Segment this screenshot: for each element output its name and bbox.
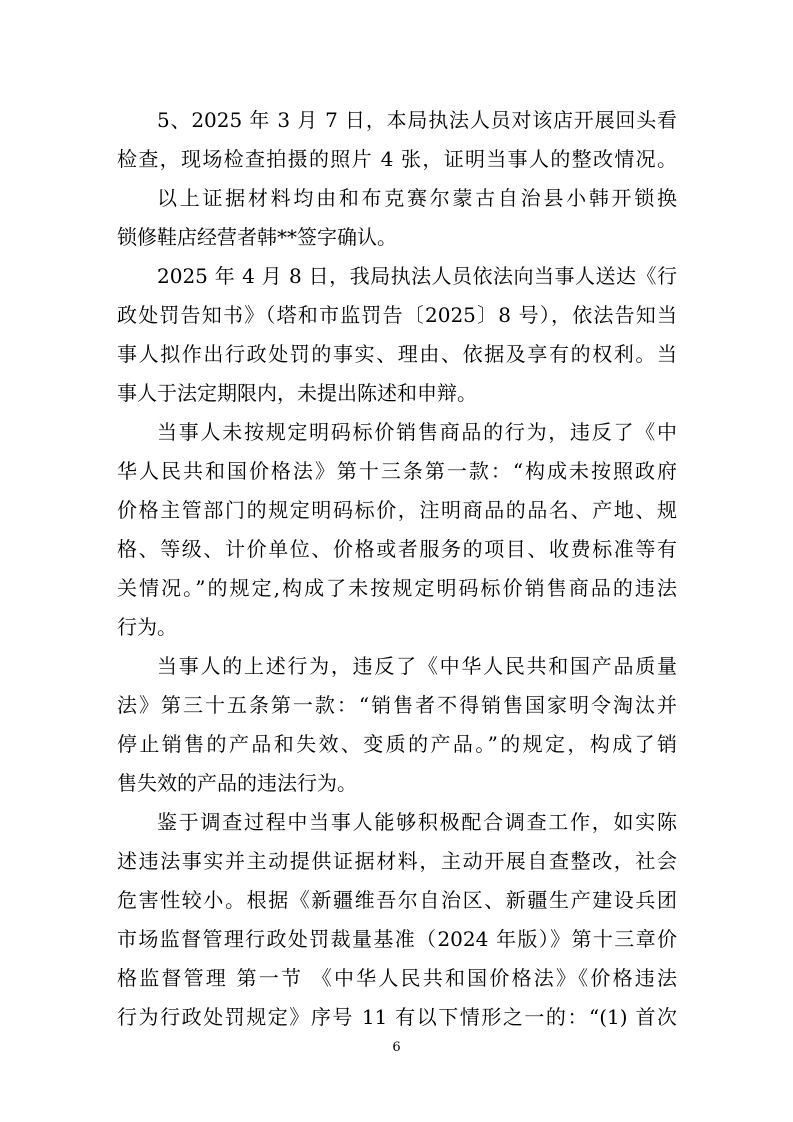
text-line-15: 当事人的上述行为，违反了《中华人民共和国产品质量 <box>157 654 677 678</box>
text-line-11: 价格主管部门的规定明码标价，注明商品的品名、产地、规 <box>117 498 677 522</box>
text-line-12: 格、等级、计价单位、价格或者服务的项目、收费标准等有 <box>117 537 677 561</box>
page-number: 6 <box>392 1040 401 1055</box>
text-line-1: 5、2025 年 3 月 7 日，本局执法人员对该店开展回头看 <box>157 108 677 132</box>
text-line-6: 政处罚告知书》（塔和市监罚告〔2025〕8 号），依法告知当 <box>117 303 677 327</box>
text-line-24: 行为行政处罚规定》序号 11 有以下情形之一的：“(1) 首次 <box>117 1005 677 1029</box>
text-line-22: 市场监督管理行政处罚裁量基准（2024 年版）》第十三章价 <box>117 927 677 951</box>
text-line-2: 检查，现场检查拍摄的照片 4 张，证明当事人的整改情况。 <box>117 147 677 171</box>
text-line-19: 鉴于调查过程中当事人能够积极配合调查工作，如实陈 <box>157 810 677 834</box>
text-line-21: 危害性较小。根据《新疆维吾尔自治区、新疆生产建设兵团 <box>117 888 677 912</box>
text-line-5: 2025 年 4 月 8 日，我局执法人员依法向当事人送达《行 <box>157 264 677 288</box>
text-line-8: 事人于法定期限内，未提出陈述和申辩。 <box>117 381 477 405</box>
text-line-17: 停止销售的产品和失效、变质的产品。”的规定，构成了销 <box>117 732 677 756</box>
text-line-14: 行为。 <box>117 615 177 639</box>
text-line-7: 事人拟作出行政处罚的事实、理由、依据及享有的权利。当 <box>117 342 677 366</box>
text-line-18: 售失效的产品的违法行为。 <box>117 771 357 795</box>
text-line-4: 锁修鞋店经营者韩**签字确认。 <box>117 225 397 249</box>
text-line-3: 以上证据材料均由和布克赛尔蒙古自治县小韩开锁换 <box>157 186 677 210</box>
text-line-9: 当事人未按规定明码标价销售商品的行为，违反了《中 <box>157 420 677 444</box>
text-line-13: 关情况。”的规定,构成了未按规定明码标价销售商品的违法 <box>117 576 677 600</box>
text-line-10: 华人民共和国价格法》第十三条第一款：“构成未按照政府 <box>117 459 677 483</box>
text-line-20: 述违法事实并主动提供证据材料，主动开展自查整改，社会 <box>117 849 677 873</box>
text-line-23: 格监督管理 第一节 《中华人民共和国价格法》《价格违法 <box>117 966 677 990</box>
text-line-16: 法》第三十五条第一款：“销售者不得销售国家明令淘汰并 <box>117 693 677 717</box>
